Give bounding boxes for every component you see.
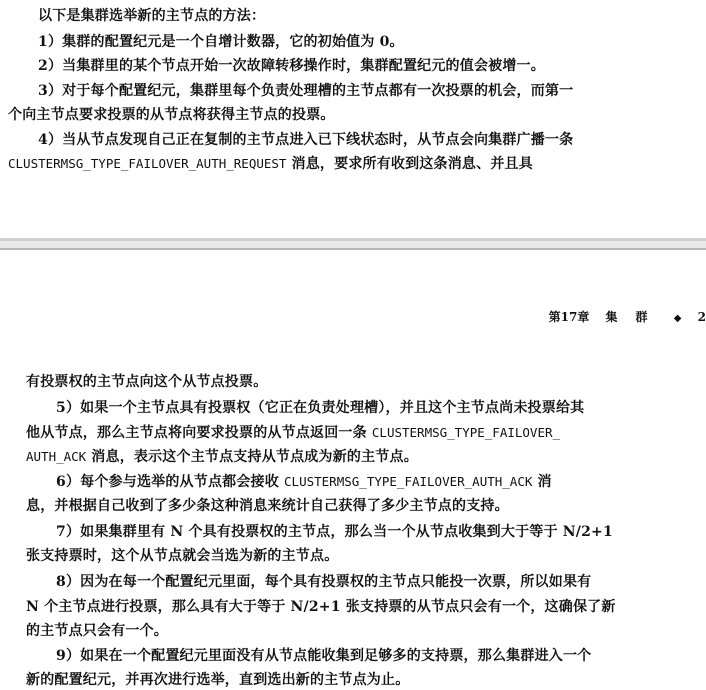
paragraph-step-4-cont: [8, 154, 533, 174]
paragraph-step-6: [56, 472, 552, 492]
page-separator: [0, 238, 706, 256]
separator-bottom-line: [0, 248, 706, 250]
page-number: 2: [697, 310, 706, 324]
paragraph-step-5-text: 他从节点，那么主节点将向要求投票的从节点返回一条: [26, 425, 367, 441]
paragraph-intro: 以下是集群选举新的主节点的方法：: [38, 8, 266, 24]
paragraph-step-3: 3）对于每个配置纪元，集群里每个负责处理槽的主节点都有一次投票的机会，而第一: [38, 83, 574, 99]
paragraph-step-9: 9）如果在一个配置纪元里面没有从节点能收集到足够多的支持票，那么集群进入一个: [56, 648, 592, 664]
paragraph-step-6-text: 6）每个参与选举的从节点都会接收: [56, 474, 279, 490]
code-failover-auth-ack: CLUSTERMSG_TYPE_FAILOVER_AUTH_ACK: [284, 474, 533, 489]
paragraph-step-6-cont: 息，并根据自己收到了多少条这种消息来统计自己获得了多少主节点的支持。: [26, 498, 509, 514]
paragraph-step-4-end: 有投票权的主节点向这个从节点投票。: [26, 374, 268, 390]
code-failover-auth-request: CLUSTERMSG_TYPE_FAILOVER_AUTH_REQUEST: [8, 156, 287, 171]
paragraph-step-4-tail: 消息，要求所有收到这条消息、并且具: [291, 156, 533, 172]
diamond-icon: ◆: [673, 313, 682, 324]
paragraph-step-2: 2）当集群里的某个节点开始一次故障转移操作时，集群配置纪元的值会被增一。: [38, 58, 545, 74]
paragraph-step-7-cont: 张支持票时，这个从节点就会当选为新的主节点。: [26, 548, 339, 564]
paragraph-step-8: 8）因为在每一个配置纪元里面，每个具有投票权的主节点只能投一次票，所以如果有: [56, 574, 592, 590]
running-header: [549, 308, 706, 325]
paragraph-step-7: 7）如果集群里有 N 个具有投票权的主节点，那么当一个从节点收集到大于等于 N/2+1: [56, 524, 613, 540]
paragraph-step-5-tail: 消息，表示这个主节点支持从节点成为新的主节点。: [91, 449, 418, 465]
paragraph-step-1: 1）集群的配置纪元是一个自增计数器，它的初始值为 0。: [38, 34, 404, 50]
paragraph-step-4: 4）当从节点发现自己正在复制的主节点进入已下线状态时，从节点会向集群广播一条: [38, 132, 574, 148]
paragraph-step-8-end: 的主节点只会有一个。: [26, 623, 168, 639]
paragraph-step-8-cont: N 个主节点进行投票，那么具有大于等于 N/2+1 张支持票的从节点只会有一个，这确保了新: [26, 599, 616, 615]
paragraph-step-6-word: 消: [537, 474, 552, 490]
chapter-title: 集群: [605, 310, 666, 324]
paragraph-step-5-end: [26, 447, 418, 467]
paragraph-step-9-cont: 新的配置纪元，并再次进行选举，直到选出新的主节点为止。: [26, 672, 410, 688]
chapter-label: 第17章: [548, 310, 590, 324]
paragraph-step-5: 5）如果一个主节点具有投票权（它正在负责处理槽），并且这个主节点尚未投票给其: [56, 400, 585, 416]
code-failover-auth-ack-part2: AUTH_ACK: [26, 449, 87, 464]
paragraph-step-5-cont: [26, 423, 560, 443]
code-failover-auth-ack-part1: CLUSTERMSG_TYPE_FAILOVER_: [371, 425, 561, 440]
paragraph-step-3-cont: 个向主节点要求投票的从节点将获得主节点的投票。: [8, 107, 335, 123]
separator-band: [0, 241, 706, 248]
